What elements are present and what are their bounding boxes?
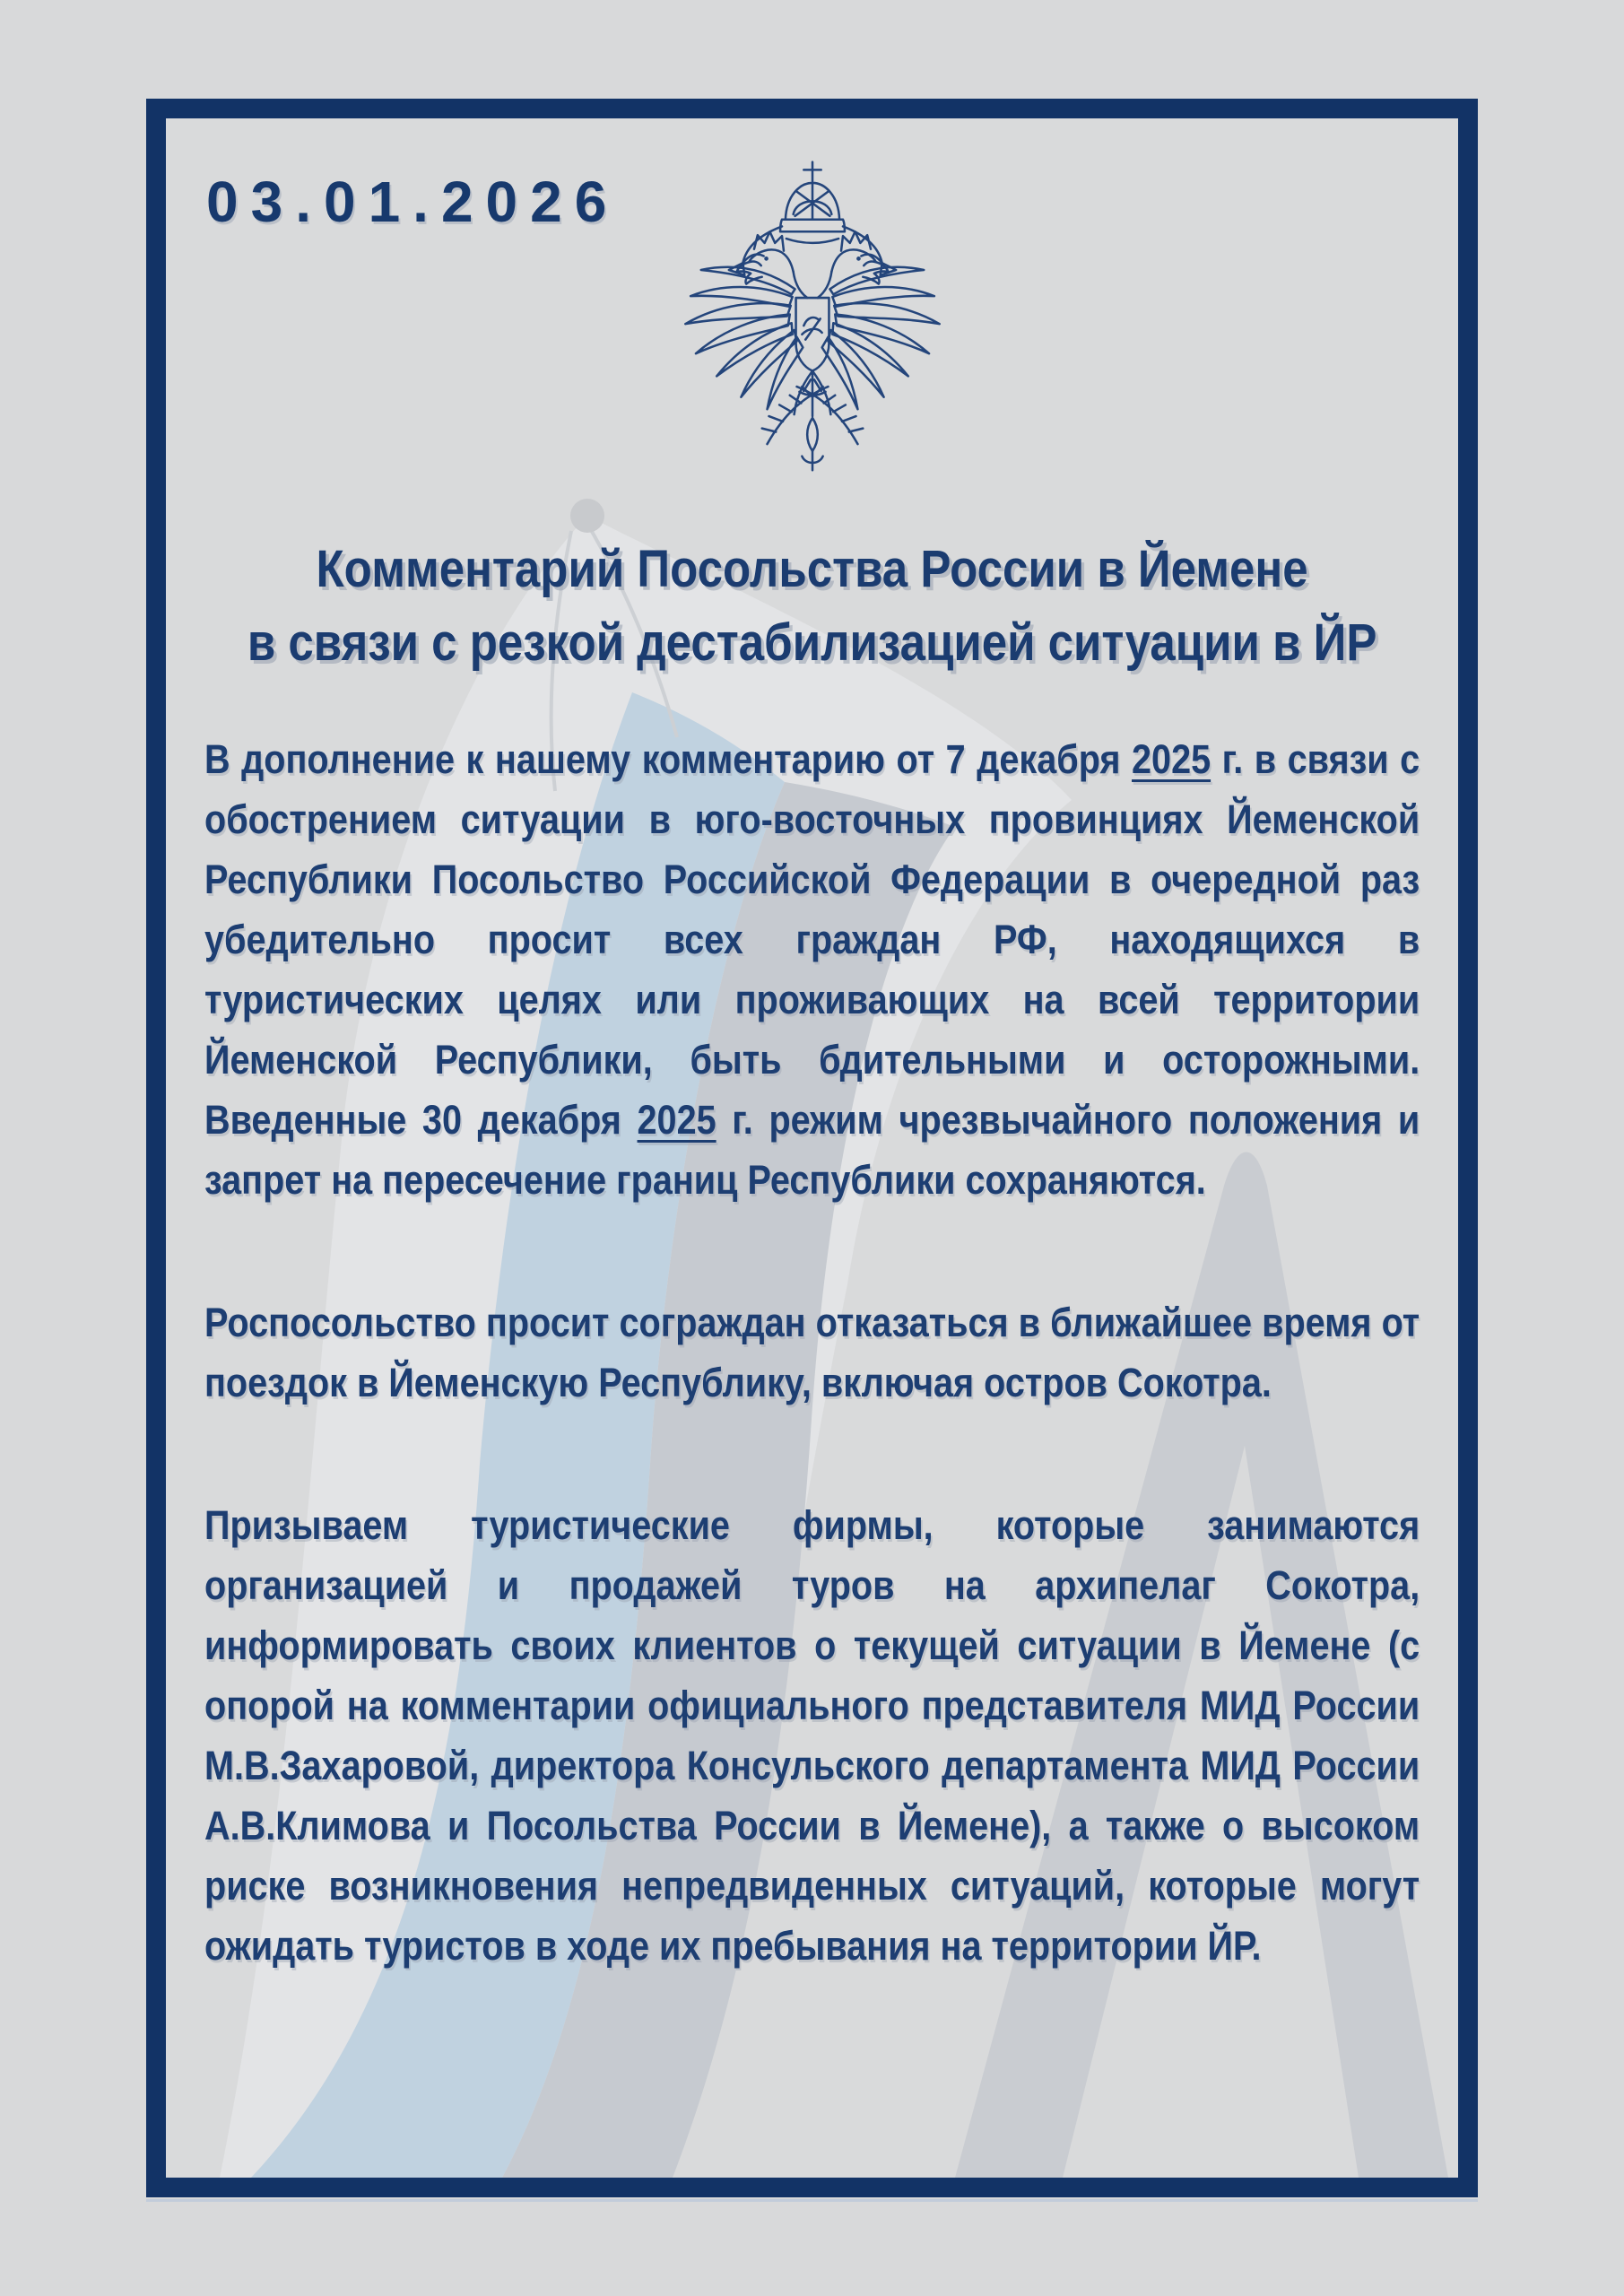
paragraph-text: В дополнение к нашему комментарию от 7 декабря <box>204 736 1133 782</box>
title-line-2: в связи с резкой дестабилизацией ситуации в ЙР <box>247 613 1377 672</box>
document-frame <box>146 99 1478 2197</box>
title-line-1: Комментарий Посольства России в Йемене <box>316 540 1308 598</box>
frame-bottom-accent-line <box>146 2199 1478 2202</box>
paragraph-text: Роспосольство просит сограждан отказаться в ближайшее время от поездок в Йеменскую Республику, включая остров Сокотра. <box>204 1300 1420 1405</box>
text-column <box>204 533 1420 1976</box>
russia-mfa-emblem-icon <box>664 154 960 504</box>
document-header <box>204 118 1420 502</box>
body-paragraphs <box>204 729 1420 1976</box>
document-content <box>166 118 1458 1976</box>
paragraph-text: Призываем туристические фирмы, которые занимаются организацией и продажей туров на архипелаг Сокотра, информировать своих клиентов о текущей ситуации в Йемене (с опорой на комментарии официального представителя МИД России М.В.Захаровой, директора Консульского департамента МИД России А.В.Климова и Посольства России в Йемене), а также о высоком риске возникновения непредвиденных ситуаций, которые могут ожидать туристов в ходе их пребывания на территории ЙР. <box>204 1502 1420 1969</box>
underlined-year: 2025 <box>637 1097 716 1143</box>
paragraph-text: г. режим чрезвычайного положения и запрет на пересечение границ Республики сохраняются. <box>204 1097 1420 1203</box>
date-label: 03.01.2026 <box>206 170 620 234</box>
paragraph-text: г. в связи с обострением ситуации в юго-восточных провинциях Йеменской Республики Посольство Российской Федерации в очередной раз убедительно просит всех граждан РФ, находящихся в туристических целях или проживающих на всей территории Йеменской Республики, быть бдительными и осторожными. Введенные 30 декабря <box>204 736 1420 1143</box>
body-paragraph <box>204 1292 1420 1413</box>
body-paragraph <box>204 729 1420 1210</box>
body-paragraph <box>204 1495 1420 1976</box>
page-title <box>204 533 1420 680</box>
underlined-year: 2025 <box>1132 736 1211 782</box>
